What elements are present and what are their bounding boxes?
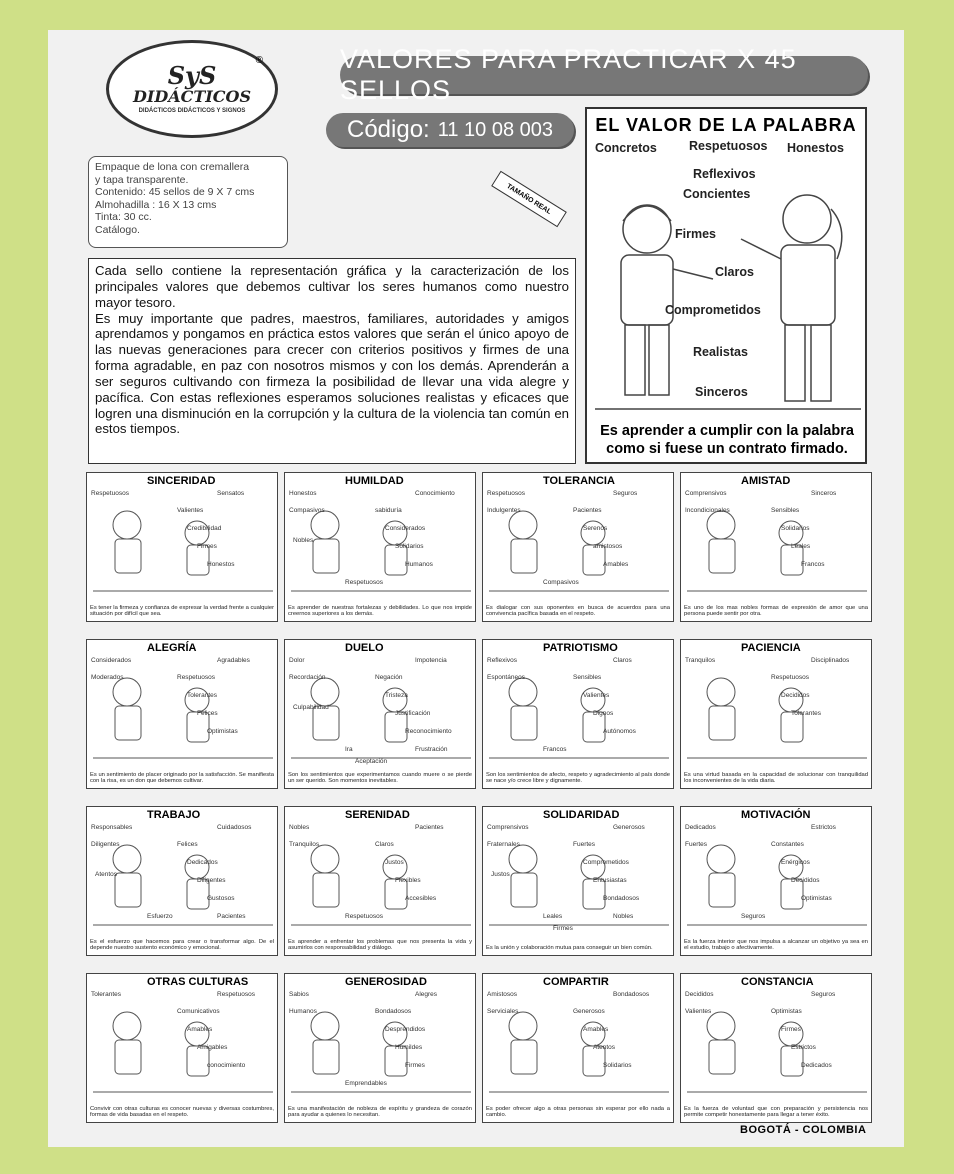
stamp-card (284, 806, 476, 956)
stamp-value-word: conocimiento (207, 1062, 246, 1069)
stamp-value-word: Generosos (613, 824, 645, 831)
intro-paragraph-1: Cada sello contiene la representación gráfica y la caracterización de los principales valores que debemos cultivar los seres humanos como nuestro mayor tesoro. (95, 263, 569, 310)
stamp-value-word: Fuertes (685, 841, 708, 848)
stamp-value-word: Reconocimiento (405, 728, 452, 735)
stamp-value-word: Valientes (177, 507, 204, 514)
stamp-illustration (285, 974, 476, 1123)
intro-text (88, 258, 576, 464)
stamp-value-word: Negación (375, 674, 403, 681)
stamp-caption: Es aprender a enfrentar los problemas que nos presenta la vida y asumirlos con responsabilidad y diálogo. (288, 938, 472, 952)
stamp-value-word: Credibilidad (187, 525, 222, 532)
stamp-title: TOLERANCIA (543, 475, 615, 487)
stamp-card (86, 639, 278, 789)
stamp-value-word: Bondadosos (375, 1008, 412, 1015)
stamp-value-word: Tranquilos (289, 841, 320, 848)
stamp-value-word: Indulgentes (487, 507, 521, 514)
stamp-value-word: Sinceros (811, 490, 837, 497)
stamp-value-word: Decididos (781, 692, 810, 699)
registered-mark: ® (255, 55, 263, 66)
stamp-caption: Es tener la firmeza y confianza de expresar la verdad frente a cualquier situación por difícil que sea. (90, 604, 274, 618)
spec-line: y tapa transparente. (95, 173, 189, 186)
stamp-value-word: Generosos (573, 1008, 605, 1015)
stamp-title: SERENIDAD (345, 809, 410, 821)
stamp-value-word: Amistosos (487, 991, 517, 998)
stamp-value-word: Optimistas (207, 728, 238, 735)
stamp-caption: Es poder ofrecer algo a otras personas sin esperar por ello nada a cambio. (486, 1105, 670, 1119)
stamp-value-word: Respetuosos (217, 991, 255, 998)
stamp-caption: Es la unión y colaboración mutua para conseguir un bien común. (486, 945, 653, 952)
stamp-value-word: Valientes (685, 1008, 712, 1015)
stamp-caption: Convivir con otras culturas es conocer nuevas y diversas costumbres, formas de vida basadas en el respeto. (90, 1105, 274, 1119)
stamp-value-word: Amables (583, 1026, 609, 1033)
stamp-value-word: Fuertes (573, 841, 596, 848)
stamp-value-word: Estrictos (811, 824, 836, 831)
stamp-value-word: Pacientes (415, 824, 444, 831)
stamp-value-word: Seguros (741, 913, 766, 920)
stamp-value-word: Comprensivos (487, 824, 529, 831)
stamp-title: ALEGRÍA (147, 642, 197, 654)
stamp-value-word: Tranquilos (685, 657, 716, 664)
stamp-value-word: Decididos (791, 877, 820, 884)
stamp-value-word: Alegres (415, 991, 438, 998)
stamp-caption: Es el esfuerzo que hacemos para crear o transformar algo. De el depende nuestro sustento económico y emocional. (90, 938, 274, 952)
stamp-value-word: Considerados (91, 657, 132, 664)
value-word: Firmes (675, 227, 716, 241)
stamp-value-word: Enérgicos (781, 859, 810, 866)
stamp-value-word: Compasivos (543, 579, 579, 586)
stamp-caption: Es una manifestación de nobleza de espíritu y grandeza de corazón para ayudar a quienes lo necesitan. (288, 1105, 472, 1119)
code-label: Código: (346, 116, 430, 143)
stamp-card (284, 472, 476, 622)
stamp-title: GENEROSIDAD (345, 976, 427, 988)
stamp-value-word: Ira (345, 746, 353, 753)
stamp-value-word: Leales (791, 543, 811, 550)
stamp-value-word: Comprometidos (583, 859, 629, 866)
stamp-value-word: Firmes (781, 1026, 801, 1033)
stamp-card (86, 973, 278, 1123)
stamp-title: HUMILDAD (345, 475, 404, 487)
stamp-value-word: Diligentes (91, 841, 120, 848)
location-footer: BOGOTÁ - COLOMBIA (740, 1124, 867, 1136)
stamp-value-word: Honestos (289, 490, 317, 497)
stamp-caption: Son los sentimientos que experimentamos cuando muere o se pierde un ser querido. Son momentos inevitables. (288, 771, 472, 785)
stamp-caption: Es uno de los mas nobles formas de expresión de amor que una persona puede sentir por otra. (684, 604, 868, 618)
stamp-title: TRABAJO (147, 809, 201, 821)
stamp-value-word: Emprendables (345, 1080, 387, 1087)
stamp-value-word: Serviciales (487, 1008, 519, 1015)
stamp-value-word: Disciplinados (811, 657, 850, 664)
stamp-value-word: Fraternales (487, 841, 520, 848)
children-illustration (587, 109, 869, 466)
stamp-value-word: Firmes (197, 543, 217, 550)
stamp-value-word: Amables (187, 1026, 213, 1033)
stamp-value-word: Amables (603, 561, 629, 568)
stamp-caption: Es aprender de nuestras fortalezas y debilidades. Lo que nos impide creernos superiores a los demás. (288, 604, 472, 618)
stamp-value-word: Respetuosos (771, 674, 809, 681)
stamp-value-word: Sensatos (217, 490, 245, 497)
intro-paragraph-2: Es muy importante que padres, maestros, familiares, autoridades y amigos aprendamos y pongamos en práctica estos valores que serán el único apoyo de las nuevas generaciones para crecer con criterios positivos y firmes de una forma agradable, en paz con nosotros mismos y con los demás. Aprenderán a ser seguros cultivando con firmeza la posibilidad de llevar una vida alegre y pacífica. Con estas reflexiones esperamos soluciones realistas y eficaces que logren una disminución en la corrupción y la cultura de la violencia tan común en estos tiempos. (95, 310, 569, 437)
stamp-value-word: Nobles (289, 824, 310, 831)
stamp-value-word: Respetuosos (91, 490, 129, 497)
stamp-value-word: Humanos (405, 561, 433, 568)
stamp-value-word: Serenos (583, 525, 608, 532)
stamp-value-word: Humildes (395, 1044, 423, 1051)
stamp-value-word: Optimistas (801, 895, 832, 902)
stamp-value-word: Respetuosos (177, 674, 215, 681)
stamp-value-word: Sensibles (771, 507, 800, 514)
stamp-value-word: Dolor (289, 657, 305, 664)
stamp-caption: Es un sentimiento de placer originado por la satisfacción. Se manifiesta con la risa, es un don que debemos cultivar. (90, 771, 274, 785)
stamp-caption: Son los sentimientos de afecto, respeto y agradecimiento al país donde se nace y/o crece libre y dignamente. (486, 771, 670, 785)
stamp-value-word: Bondadosos (613, 991, 650, 998)
stamp-value-word: Flexibles (395, 877, 421, 884)
stamp-value-word: Respetuosos (487, 490, 525, 497)
stamp-card (482, 973, 674, 1123)
stamp-value-word: Francos (801, 561, 825, 568)
stamp-value-word: Bondadosos (603, 895, 640, 902)
stamp-value-word: Optimistas (771, 1008, 802, 1015)
stamp-value-word: sabiduría (375, 507, 402, 514)
spec-line: Catálogo. (95, 223, 140, 236)
stamp-value-word: Seguros (613, 490, 638, 497)
featured-stamp-valor-palabra (585, 107, 867, 464)
stamp-card (680, 806, 872, 956)
code-value: 11 10 08 003 (437, 118, 554, 141)
stamp-value-word: Nobles (613, 913, 634, 920)
stamp-title: CONSTANCIA (741, 976, 814, 988)
stamp-value-word: Comunicativos (177, 1008, 220, 1015)
stamp-value-word: Respetuosos (345, 579, 383, 586)
real-size-tag: TAMAÑO REAL (491, 171, 567, 228)
stamp-value-word: Sabios (289, 991, 309, 998)
value-word: Reflexivos (693, 167, 756, 181)
value-word: Respetuosos (689, 139, 768, 153)
stamp-value-word: Cuidadosos (217, 824, 252, 831)
stamp-value-word: Justos (491, 871, 510, 878)
stamp-value-word: Incondicionales (685, 507, 730, 514)
stamp-title: OTRAS CULTURAS (147, 976, 249, 988)
stamp-card (680, 472, 872, 622)
stamp-value-word: Claros (613, 657, 632, 664)
value-word: Concretos (595, 141, 657, 155)
stamp-value-word: Considerados (385, 525, 426, 532)
stamp-value-word: Comprensivos (685, 490, 727, 497)
stamp-value-word: Dedicados (685, 824, 716, 831)
stamp-value-word: Estrictos (791, 1044, 816, 1051)
product-code (326, 113, 574, 147)
stamp-value-word: Pacientes (217, 913, 246, 920)
stamp-value-word: Sensibles (573, 674, 602, 681)
stamp-card (284, 973, 476, 1123)
stamp-value-word: Agradables (217, 657, 250, 664)
stamp-card (680, 973, 872, 1123)
stamp-value-word: Firmes (405, 1062, 425, 1069)
stamp-value-word: Valientes (583, 692, 610, 699)
stamp-value-word: Recordación (289, 674, 326, 681)
stamp-value-word: amistosos (593, 543, 623, 550)
value-word: Claros (715, 265, 754, 279)
stamp-value-word: Moderados (91, 674, 124, 681)
featured-caption: Es aprender a cumplir con la palabra como si fuese un contrato firmado. (600, 423, 854, 457)
stamp-card (86, 472, 278, 622)
stamp-value-word: Amigables (197, 1044, 228, 1051)
stamp-title: AMISTAD (741, 475, 791, 487)
stamp-value-word: Frustración (415, 746, 448, 753)
stamp-value-word: Aceptación (355, 758, 388, 765)
stamp-card (680, 639, 872, 789)
stamp-value-word: Felices (197, 710, 218, 717)
stamp-caption: Es la fuerza de voluntad que con preparación y persistencia nos permite competir honestamente para llegar a tener éxito. (684, 1105, 868, 1119)
value-word: Comprometidos (665, 303, 761, 317)
value-word: Sinceros (695, 385, 748, 399)
stamp-value-word: Humanos (289, 1008, 317, 1015)
spec-line: Empaque de lona con cremallera (95, 161, 250, 173)
product-specs (88, 156, 288, 248)
stamp-title: PACIENCIA (741, 642, 801, 654)
featured-title: EL VALOR DE LA PALABRA (595, 115, 857, 135)
stamp-value-word: Solidarios (781, 525, 810, 532)
stamp-title: SINCERIDAD (147, 475, 216, 487)
value-word: Honestos (787, 141, 844, 155)
stamp-value-word: Pacientes (573, 507, 602, 514)
stamp-value-word: Decididos (685, 991, 714, 998)
page-title: VALORES PARA PRACTICAR X 45 SELLOS (340, 56, 868, 94)
stamp-value-word: Firmes (553, 925, 573, 932)
stamp-card (482, 639, 674, 789)
stamp-value-word: Conocimiento (415, 490, 455, 497)
stamp-card (482, 472, 674, 622)
stamp-value-word: Seguros (811, 991, 836, 998)
stamp-title: PATRIOTISMO (543, 642, 618, 654)
value-word: Realistas (693, 345, 748, 359)
stamp-title: MOTIVACIÓN (741, 809, 811, 821)
stamp-value-word: Gustosos (207, 895, 235, 902)
stamp-caption: Es dialogar con sus oponentes en busca de acuerdos para una convivencia pacífica basada en el respeto. (486, 604, 670, 618)
spec-line: Tinta: 30 cc. (95, 211, 152, 224)
stamp-value-word: Impotencia (415, 657, 447, 664)
spec-line: Almohadilla : 16 X 13 cms (95, 198, 217, 211)
stamp-caption: Es una virtud basada en la capacidad de solucionar con tranquilidad los inconvenientes de la vida diaria. (684, 771, 868, 785)
stamp-card (284, 639, 476, 789)
stamp-value-word: Tolerantes (791, 710, 821, 717)
stamp-value-word: Nobles (293, 537, 314, 544)
spec-line: Contenido: 45 sellos de 9 X 7 cms (95, 186, 255, 199)
stamp-value-word: Atentos (593, 1044, 616, 1051)
stamp-value-word: Diligentes (197, 877, 226, 884)
stamp-value-word: Felices (177, 841, 198, 848)
logo-line-1: SyS (167, 61, 217, 91)
stamp-value-word: Honestos (207, 561, 235, 568)
brand-logo (106, 40, 278, 138)
stamp-card (482, 806, 674, 956)
stamp-value-word: Francos (543, 746, 567, 753)
stamp-value-word: Desprendidos (385, 1026, 426, 1033)
stamp-value-word: Esfuerzo (147, 913, 173, 920)
stamp-value-word: Dignos (593, 710, 614, 717)
stamp-title: DUELO (345, 642, 384, 654)
stamp-value-word: Justificación (395, 710, 431, 717)
stamp-illustration (285, 807, 476, 956)
value-word: Concientes (683, 187, 751, 201)
stamp-value-word: Culpabilidad (293, 704, 329, 711)
stamp-value-word: Dedicados (187, 859, 218, 866)
stamp-value-word: Tristeza (385, 692, 408, 699)
stamp-value-word: Solidarios (395, 543, 424, 550)
stamp-value-word: Tolerantes (187, 692, 217, 699)
stamp-card (86, 806, 278, 956)
stamp-value-word: Espontáneos (487, 674, 525, 681)
logo-line-2: DIDÁCTICOS (133, 87, 251, 107)
stamp-value-word: Tolerantes (91, 991, 121, 998)
stamp-title: SOLIDARIDAD (543, 809, 620, 821)
stamp-value-word: Entusiastas (593, 877, 627, 884)
stamp-caption: Es la fuerza interior que nos impulsa a alcanzar un objetivo ya sea en el estudio, trabajo o afectivamente. (684, 938, 868, 952)
logo-line-3: DIDÁCTICOS DIDÁCTICOS Y SIGNOS (138, 107, 246, 114)
stamp-title: COMPARTIR (543, 976, 609, 988)
stamp-illustration (285, 640, 476, 789)
stamp-value-word: Autónomos (603, 728, 636, 735)
stamp-value-word: Dedicados (801, 1062, 832, 1069)
stamp-value-word: Respetuosos (345, 913, 383, 920)
stamp-value-word: Reflexivos (487, 657, 517, 664)
stamp-value-word: Constantes (771, 841, 804, 848)
stamp-value-word: Accesibles (405, 895, 437, 902)
stamp-value-word: Atentos (95, 871, 118, 878)
stamp-value-word: Responsables (91, 824, 133, 831)
stamp-value-word: Leales (543, 913, 563, 920)
stamp-value-word: Solidarios (603, 1062, 632, 1069)
stamp-value-word: Compasivos (289, 507, 325, 514)
stamp-value-word: Justos (385, 859, 404, 866)
stamp-value-word: Claros (375, 841, 394, 848)
